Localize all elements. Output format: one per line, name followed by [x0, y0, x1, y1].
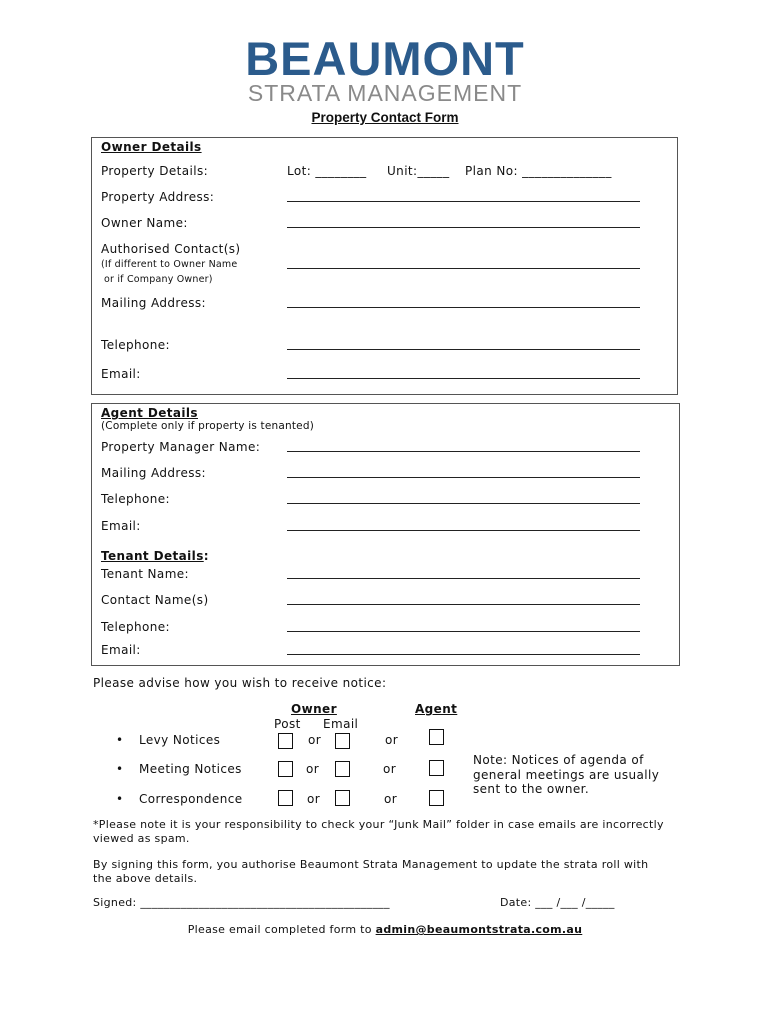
plan-no-field[interactable]: Plan No: ______________	[465, 164, 612, 178]
tenant-name-label: Tenant Name:	[101, 567, 190, 581]
or-label: or	[306, 762, 320, 776]
lot-field[interactable]: Lot: ________	[287, 164, 367, 178]
owner-telephone-label: Telephone:	[101, 338, 170, 352]
property-manager-line[interactable]	[287, 451, 640, 452]
owner-email-line[interactable]	[287, 378, 640, 379]
list-bullet: •	[116, 762, 124, 776]
list-bullet: •	[116, 792, 124, 806]
owner-mailing-label: Mailing Address:	[101, 296, 206, 310]
list-bullet: •	[116, 733, 124, 747]
tenant-details-heading-text: Tenant Details	[101, 549, 204, 563]
levy-owner-post-checkbox[interactable]	[278, 733, 293, 749]
owner-details-heading: Owner Details	[101, 140, 202, 154]
levy-agent-checkbox[interactable]	[429, 729, 444, 745]
agent-telephone-label: Telephone:	[101, 492, 170, 506]
owner-name-line[interactable]	[287, 227, 640, 228]
agent-details-heading: Agent Details	[101, 406, 198, 420]
levy-notices-label: Levy Notices	[139, 733, 221, 747]
date-field[interactable]: Date: ___ /___ /_____	[500, 896, 615, 909]
agent-mailing-label: Mailing Address:	[101, 466, 206, 480]
authorisation-text: the above details.	[93, 872, 198, 885]
correspondence-agent-checkbox[interactable]	[429, 790, 444, 806]
owner-telephone-line[interactable]	[287, 349, 640, 350]
meeting-agent-checkbox[interactable]	[429, 760, 444, 776]
owner-name-label: Owner Name:	[101, 216, 188, 230]
agent-column-heading: Agent	[415, 702, 458, 716]
authorised-contact-line[interactable]	[287, 268, 640, 269]
correspondence-owner-email-checkbox[interactable]	[335, 790, 350, 806]
levy-owner-email-checkbox[interactable]	[335, 733, 350, 749]
tenant-name-line[interactable]	[287, 578, 640, 579]
tenant-email-line[interactable]	[287, 654, 640, 655]
authorised-contact-note: or if Company Owner)	[104, 274, 213, 285]
agent-telephone-line[interactable]	[287, 503, 640, 504]
agent-mailing-line[interactable]	[287, 477, 640, 478]
or-label: or	[383, 762, 397, 776]
or-label: or	[385, 733, 399, 747]
agent-details-note: (Complete only if property is tenanted)	[101, 420, 315, 432]
authorised-contact-note: (If different to Owner Name	[101, 259, 238, 270]
side-note-line: sent to the owner.	[473, 782, 590, 796]
email-instruction	[0, 922, 770, 937]
meeting-owner-post-checkbox[interactable]	[278, 761, 293, 777]
property-manager-label: Property Manager Name:	[101, 440, 261, 454]
post-column-label: Post	[274, 717, 301, 731]
tenant-contact-line[interactable]	[287, 604, 640, 605]
owner-mailing-line[interactable]	[287, 307, 640, 308]
signature-field[interactable]: Signed: ___________________________________________	[93, 896, 390, 909]
email-instruction-text: Please email completed form to	[187, 923, 376, 936]
logo-wordmark: BEAUMONT	[245, 32, 525, 85]
tenant-telephone-label: Telephone:	[101, 620, 170, 634]
agent-email-label: Email:	[101, 519, 141, 533]
correspondence-label: Correspondence	[139, 792, 243, 806]
authorisation-text: By signing this form, you authorise Beaumont Strata Management to update the strata roll with	[93, 858, 649, 871]
side-note-line: Note: Notices of agenda of	[473, 753, 644, 767]
owner-email-label: Email:	[101, 367, 141, 381]
or-label: or	[384, 792, 398, 806]
property-address-line[interactable]	[287, 201, 640, 202]
property-details-label: Property Details:	[101, 164, 209, 178]
correspondence-owner-post-checkbox[interactable]	[278, 790, 293, 806]
tenant-email-label: Email:	[101, 643, 141, 657]
email-column-label: Email	[323, 717, 359, 731]
property-address-label: Property Address:	[101, 190, 215, 204]
agent-email-line[interactable]	[287, 530, 640, 531]
form-title: Property Contact Form	[311, 110, 459, 125]
or-label: or	[307, 792, 321, 806]
authorised-contact-label: Authorised Contact(s)	[101, 242, 241, 256]
admin-email-link[interactable]: admin@beaumontstrata.com.au	[375, 923, 583, 936]
tenant-details-heading	[101, 545, 209, 564]
tenant-contact-label: Contact Name(s)	[101, 593, 209, 607]
tenant-telephone-line[interactable]	[287, 631, 640, 632]
meeting-notices-label: Meeting Notices	[139, 762, 242, 776]
logo-subtitle: STRATA MANAGEMENT	[247, 80, 523, 106]
unit-field[interactable]: Unit:_____	[387, 164, 450, 178]
notice-intro: Please advise how you wish to receive notice:	[93, 676, 387, 690]
or-label: or	[308, 733, 322, 747]
side-note-line: general meetings are usually	[473, 768, 660, 782]
spam-note: *Please note it is your responsibility to check your “Junk Mail” folder in case emails are incorrectly	[93, 818, 664, 831]
meeting-owner-email-checkbox[interactable]	[335, 761, 350, 777]
owner-column-heading: Owner	[291, 702, 337, 716]
spam-note: viewed as spam.	[93, 832, 190, 845]
tenant-heading-colon: :	[203, 549, 209, 563]
